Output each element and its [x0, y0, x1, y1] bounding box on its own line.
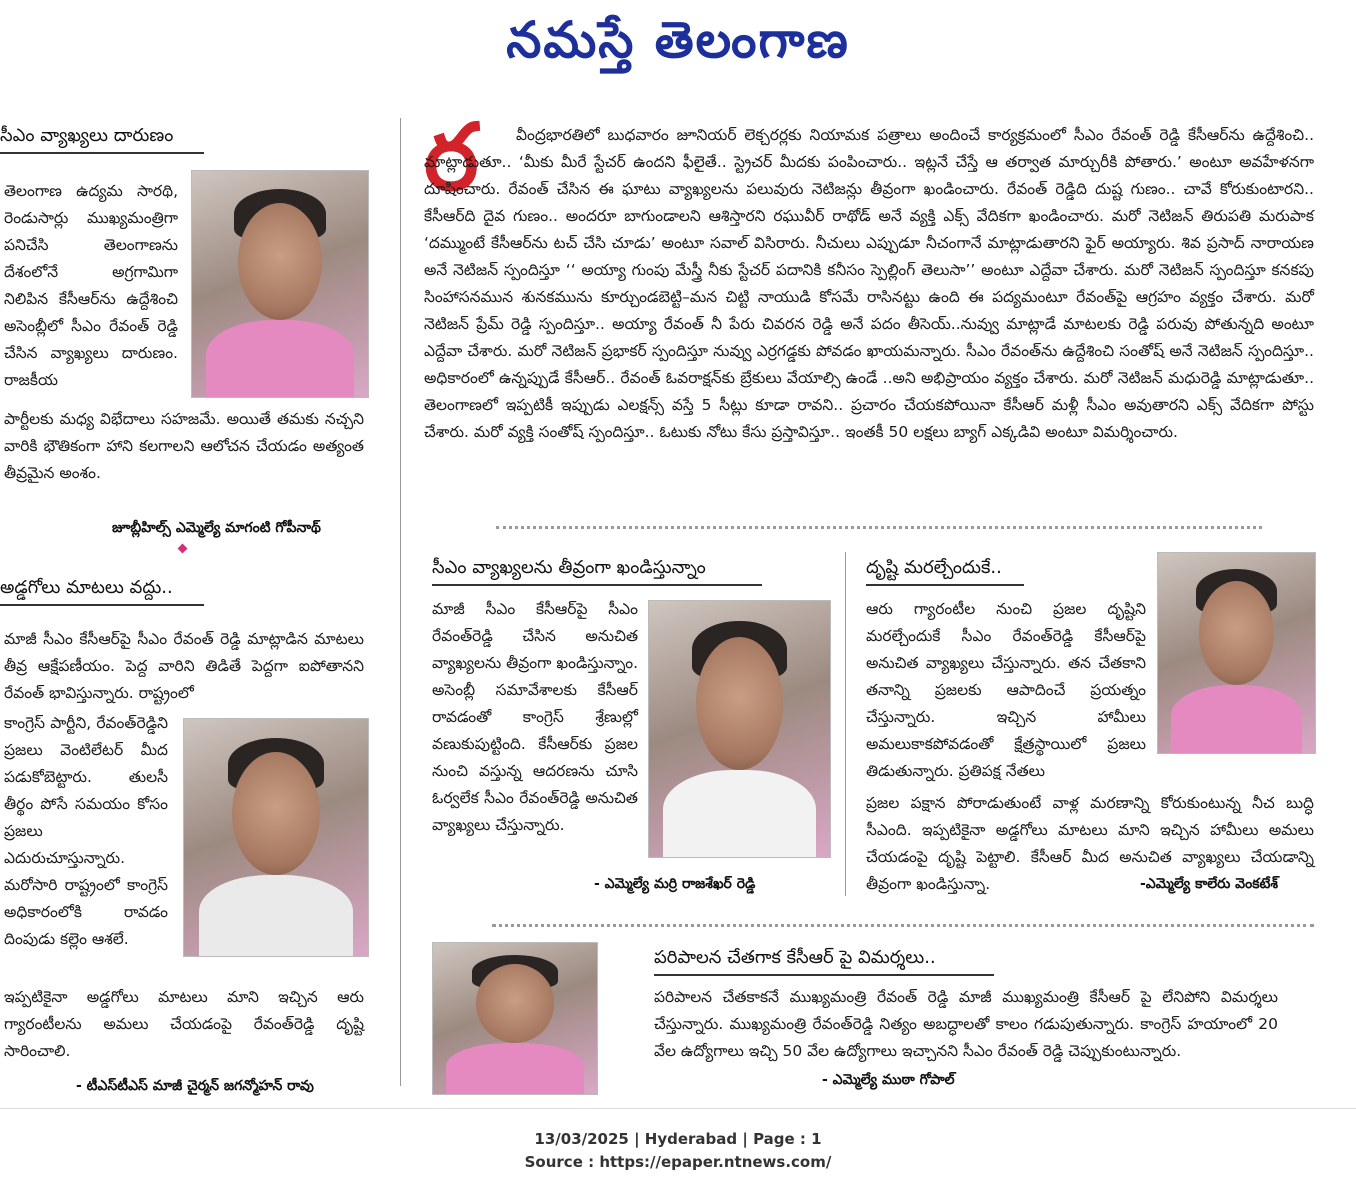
article-body-cm-remarks: తెలంగాణ ఉద్యమ సారథి, రెండుసార్లు ముఖ్యమంత్రిగా పనిచేసి తెలంగాణను దేశంలోనే అగ్రగామిగా నిలిపిన కేసీఆర్‌ను ఉద్దేశించి అసెంబ్లీలో సీఎం రేవంత్ రెడ్డి చేసిన వ్యాఖ్యలు దారుణం. రాజకీయ [4, 182, 178, 389]
divider-ornament [178, 544, 188, 554]
signature-kaleru-venkatesh: -ఎమ్మెల్యే కాలేరు వెంకటేశ్ [1140, 876, 1279, 892]
lead-article-body: వీంద్రభారతిలో బుధవారం జూనియర్ లెక్చరర్లకు నియామక పత్రాలు అందించే కార్యక్రమంలో సీఎం రేవంత్ రెడ్డి కేసీఆర్‌ను ఉద్దేశించి.. మాట్లాడుతూ.. ‘మీకు మీరే స్టేచర్ ఉందని ఫీలైతే.. స్ట్రెచర్ మీదకు పంపించారు.. ఇట్లనే చేస్తే ఆ తర్వాత మార్చురీకి పోతారు.’ అంటూ అవహేళనగా దూషించారు. రేవంత్ చేసిన ఈ ఘాటు వ్యాఖ్యలను పలువురు నెటిజన్లు తీవ్రంగా ఖండించారు. రేవంత్ రెడ్డిది దుష్ట గుణం.. చావే కోరుకుంటారని.. కేసీఆర్‌ది దైవ గుణం.. అందరూ బాగుండాలని ఆశిస్తారని రఘువీర్ రాథోడ్ అనే వ్యక్తి ఎక్స్ వేదికగా ఖండించారు. మరో నెటిజన్ తిరుపతి మరుపాక ‘దమ్ముంటే కేసీఆర్‌ను టచ్ చేసి చూడు’ అంటూ సవాల్ విసిరారు. నీచులు ఎప్పుడూ నీచంగానే మాట్లాడుతారని ఫైర్ అయ్యారు. శివ ప్రసాద్ నారాయణ అనే నెటిజన్ స్పందిస్తూ ‘‘ అయ్యా గుంపు మేస్త్రీ నీకు స్టేచర్ పదానికి కనీసం స్పెల్లింగ్ తెలుసా’’ అంటూ ఎద్దేవా చేశారు. మరో నెటిజన్ స్పందిస్తూ కనకపు సింహాసనమున శునకమును కూర్చుండబెట్టి–మన చిట్టి నాయుడి కోసమే రాసినట్టు ఉంది ఈ పద్యమంటూ రేవంత్‌పై ఆగ్రహం వ్యక్తం చేశారు. మరో నెటిజన్ ప్రేమ్ రెడ్డి స్పందిస్తూ.. అయ్యా రేవంత్ నీ పేరు చివరన రెడ్డి అనే పదం తీసెయ్..నువ్వు మాట్లాడే మాటలకు రెడ్డి పరువు పోతున్నది అంటూ ఎద్దేవా చేశారు. మరో నెటిజన్ ప్రభాకర్ స్పందిస్తూ నువ్వు ఎర్రగడ్డకు పోవడం ఖాయమన్నారు. సీఎం రేవంత్‌ను ఉద్దేశించి సంతోష్ అనే నెటిజన్ స్పందిస్తూ.. అధికారంలో ఉన్నప్పుడే కేసీఆర్.. రేవంత్ ఓవరాక్షన్‌కు బ్రేకులు వేయాల్సి ఉండే ..అని అభిప్రాయం వ్యక్తం చేశారు. మరో నెటిజన్ మధురెడ్డి మాట్లాడుతూ.. తెలంగాణలో ఇప్పటికీ ఇప్పుడు ఎలక్షన్స్ వస్తే 5 సీట్లు కూడా రావని.. ప్రచారం చేయకపోయినా కేసీఆర్ మళ్లీ సీఎం అవుతారని ఎక్స్ వేదికగా పోస్టు చేశారు. మరో వ్యక్తి సంతోష్ స్పందిస్తూ.. ఓటుకు నోటు కేసు ప్రస్తావిస్తూ.. ఇంతకీ 50 లక్షలు బ్యాగ్ ఎక్కడివి అంటూ విమర్శించారు. [424, 126, 1314, 441]
column-divider [400, 118, 401, 1086]
photo-maganti-gopinath [191, 170, 369, 398]
footer-date-edition: 13/03/2025 | Hyderabad | Page : 1 [534, 1130, 822, 1148]
masthead-logo: నమస్తే తెలంగాణ [506, 11, 850, 69]
signature-marri-rajashekar-reddy: - ఎమ్మెల్యే మర్రి రాజశేఖర్ రెడ్డి [594, 876, 756, 892]
dotted-separator-bottom [492, 924, 1314, 927]
article-heading-criticism: పరిపాలన చేతగాక కేసీఆర్ పై విమర్శలు.. [654, 946, 994, 976]
article-body-strongly-condemn: మాజీ సీఎం కేసీఆర్‌పై సీఎం రేవంత్‌రెడ్డి చేసిన అనుచిత వ్యాఖ్యలను తీవ్రంగా ఖండిస్తున్నాం. అసెంబ్లీ సమావేశాలకు కేసీఆర్ రావడంతో కాంగ్రెస్ శ్రేణుల్లో వణుకుపుట్టింది. కేసీఆర్‌కు ప్రజల నుంచి వస్తున్న ఆదరణను చూసి ఓర్వలేక సీఎం రేవంత్‌రెడ్డి అనుచిత వ్యాఖ్యలు చేస్తున్నారు. [432, 600, 638, 834]
article-body-divert-attention: ఆరు గ్యారంటీల నుంచి ప్రజల దృష్టిని మరల్చేందుకే సీఎం రేవంత్‌రెడ్డి కేసీఆర్‌పై అనుచిత వ్యాఖ్యలు చేస్తున్నారు. తన చేతకాని తనాన్ని ప్రజలకు ఆపాదించే ప్రయత్నం చేస్తున్నారు. ఇచ్చిన హామీలు అమలుకాకపోవడంతో క్షేత్రస్థాయిలో ప్రజలు తిడుతున్నారు. ప్రతిపక్ష నేతలు [866, 600, 1146, 780]
article-body-no-crude-words: మాజీ సీఎం కేసీఆర్‌పై సీఎం రేవంత్ రెడ్డి మాట్లాడిన మాటలు తీవ్ర ఆక్షేపణీయం. పెద్ద వారిని తిడితే పెద్దగా ఐపోతానని రేవంత్ భావిస్తున్నారు. రాష్ట్రంలో [4, 630, 364, 702]
footer-rule [0, 1108, 1356, 1109]
article-body-divert-attention-cont: ప్రజల పక్షాన పోరాడుతుంటే వాళ్ల మరణాన్ని కోరుకుంటున్న నీచ బుద్ధి సీఎంది. ఇప్పటికైనా అడ్డగోలు మాటలు మాని ఇచ్చిన హామీలు అమలు చేయడంపై దృష్టి పెట్టాలి. కేసీఆర్ మీద అనుచిత వ్యాఖ్యలు చేయడాన్ని తీవ్రంగా ఖండిస్తున్నా. [866, 794, 1314, 893]
signature-mutha-gopal: - ఎమ్మెల్యే ముఠా గోపాల్ [822, 1072, 955, 1088]
article-heading-no-crude-words: అడ్డగోలు మాటలు వద్దు.. [0, 576, 204, 606]
article-body-no-crude-words-cont: కాంగ్రెస్ పార్టీని, రేవంత్‌రెడ్డిని ప్రజలు వెంటిలేటర్ మీద పడుకోబెట్టారు. తులసీ తీర్థం పోసే సమయం కోసం ప్రజలు ఎదురుచూస్తున్నారు. మరోసారి రాష్ట్రంలో కాంగ్రెస్ అధికారంలోకి రావడం దింపుడు కల్లెం ఆశలే. [4, 714, 168, 948]
column-divider-inner [845, 552, 846, 896]
photo-jaganmohan-rao [183, 718, 369, 957]
article-body-no-crude-words-end: ఇప్పటికైనా అడ్డగోలు మాటలు మాని ఇచ్చిన ఆరు గ్యారంటీలను అమలు చేయడంపై రేవంత్‌రెడ్డి దృష్టి సారించాలి. [4, 988, 364, 1060]
article-heading-cm-remarks: సీఎం వ్యాఖ్యలు దారుణం [0, 124, 204, 154]
article-body-cm-remarks-cont: పార్టీలకు మధ్య విభేదాలు సహజమే. అయితే తమకు నచ్చని వారికి భౌతికంగా హాని కలగాలని ఆలోచన చేయడం అత్యంత తీవ్రమైన అంశం. [4, 410, 364, 482]
article-heading-strongly-condemn: సీఎం వ్యాఖ్యలను తీవ్రంగా ఖండిస్తున్నాం [432, 556, 762, 586]
photo-kaleru-venkatesh [1157, 552, 1316, 754]
photo-mutha-gopal [432, 942, 598, 1095]
signature-jaganmohan-rao: - టీఎస్‌టీఎస్ మాజీ చైర్మన్ జగన్మోహన్ రావు [76, 1078, 314, 1094]
footer-source-link[interactable]: Source : https://epaper.ntnews.com/ [524, 1153, 832, 1171]
article-heading-divert-attention: దృష్టి మరల్చేందుకే.. [866, 556, 1024, 586]
lead-dropcap: ర [424, 104, 479, 211]
photo-marri-rajashekar-reddy [648, 600, 831, 858]
dotted-separator [496, 526, 1262, 529]
signature-maganti-gopinath: జూబ్లీహిల్స్ ఎమ్మెల్యే మాగంటి గోపీనాథ్ [112, 520, 321, 536]
article-body-criticism: పరిపాలన చేతకాకనే ముఖ్యమంత్రి రేవంత్ రెడ్డి మాజీ ముఖ్యమంత్రి కేసీఆర్ పై లేనిపోని విమర్శలు చేస్తున్నారు. ముఖ్యమంత్రి రేవంత్‌రెడ్డి నిత్యం అబద్ధాలతో కాలం గడుపుతున్నారు. కాంగ్రెస్ హయాంలో 20 వేల ఉద్యోగాలు ఇచ్చి 50 వేల ఉద్యోగాలు ఇచ్చానని సీఎం రేవంత్ రెడ్డి చెప్పుకుంటున్నారు. [654, 988, 1278, 1060]
